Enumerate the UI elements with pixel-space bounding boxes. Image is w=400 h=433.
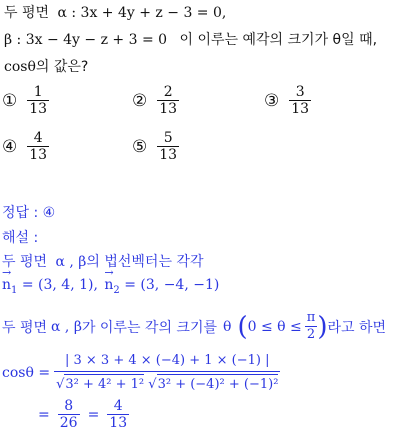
choice-1[interactable]: ① $\frac{1}{13}$ (2, 84, 48, 117)
explanation-label: 해설 : (2, 230, 39, 246)
cos-fraction: $\frac{| 3 \times 3 + 4 \times (-4) + 1 \times (-1) |}{\text{√3² + 4² + 1² √3² + (−4)² + (−1)²}}$ (54, 351, 280, 395)
plane-alpha-equation: α : 3x + 4y + z − 3 = 0, (57, 5, 227, 21)
n2-value: = (3, −4, −1) (124, 277, 220, 293)
choice-5[interactable]: ⑤ $\frac{5}{13}$ (132, 130, 178, 163)
pi-over-2: $\frac{\pi}{2}$ (306, 310, 316, 342)
cos-theta: cosθ (4, 59, 36, 75)
question-text: 두 평면 (4, 5, 50, 21)
question-text: 이 이루는 예각의 크기가 θ일 때, (179, 32, 378, 48)
angle-definition-line: 두 평면 α , β 가 이루는 각의 크기를 θ ( 0 ≤ θ ≤ $\frac{\pi}{2}$ ) 라고 하면 (2, 310, 387, 342)
n1-vector: → $n_1$ (2, 277, 17, 296)
choice-4[interactable]: ④ $\frac{4}{13}$ (2, 130, 48, 163)
plane-beta-equation: β : 3x − 4y − z + 3 = 0 (4, 32, 168, 48)
choice-3[interactable]: ③ $\frac{3}{13}$ (264, 84, 310, 117)
cos-formula: cosθ = $\frac{| 3 \times 3 + 4 \times (-4) + 1 \times (-1) |}{\text{√3² + 4² + 1² √3² + (−4)² + (−1)²}}$ (2, 351, 280, 395)
normal-vectors (2, 277, 219, 296)
answer-label: 정답 : ④ (2, 205, 56, 221)
question-line-2 (4, 29, 377, 49)
question-line-1 (4, 2, 226, 22)
normals-line: 두 평면 α , β의 법선벡터는 각각 (2, 254, 204, 270)
question-line-3 (4, 56, 88, 76)
theta-range: 0 ≤ θ ≤ (247, 318, 302, 335)
choice-2[interactable]: ② $\frac{2}{13}$ (132, 84, 178, 117)
question-text: 의 값은? (35, 59, 89, 75)
n1-value: = (3, 4, 1), (21, 277, 98, 293)
n2-vector: → $n_2$ (104, 277, 119, 296)
cos-result: = $\frac{8}{26}$ = $\frac{4}{13}$ (38, 398, 128, 431)
